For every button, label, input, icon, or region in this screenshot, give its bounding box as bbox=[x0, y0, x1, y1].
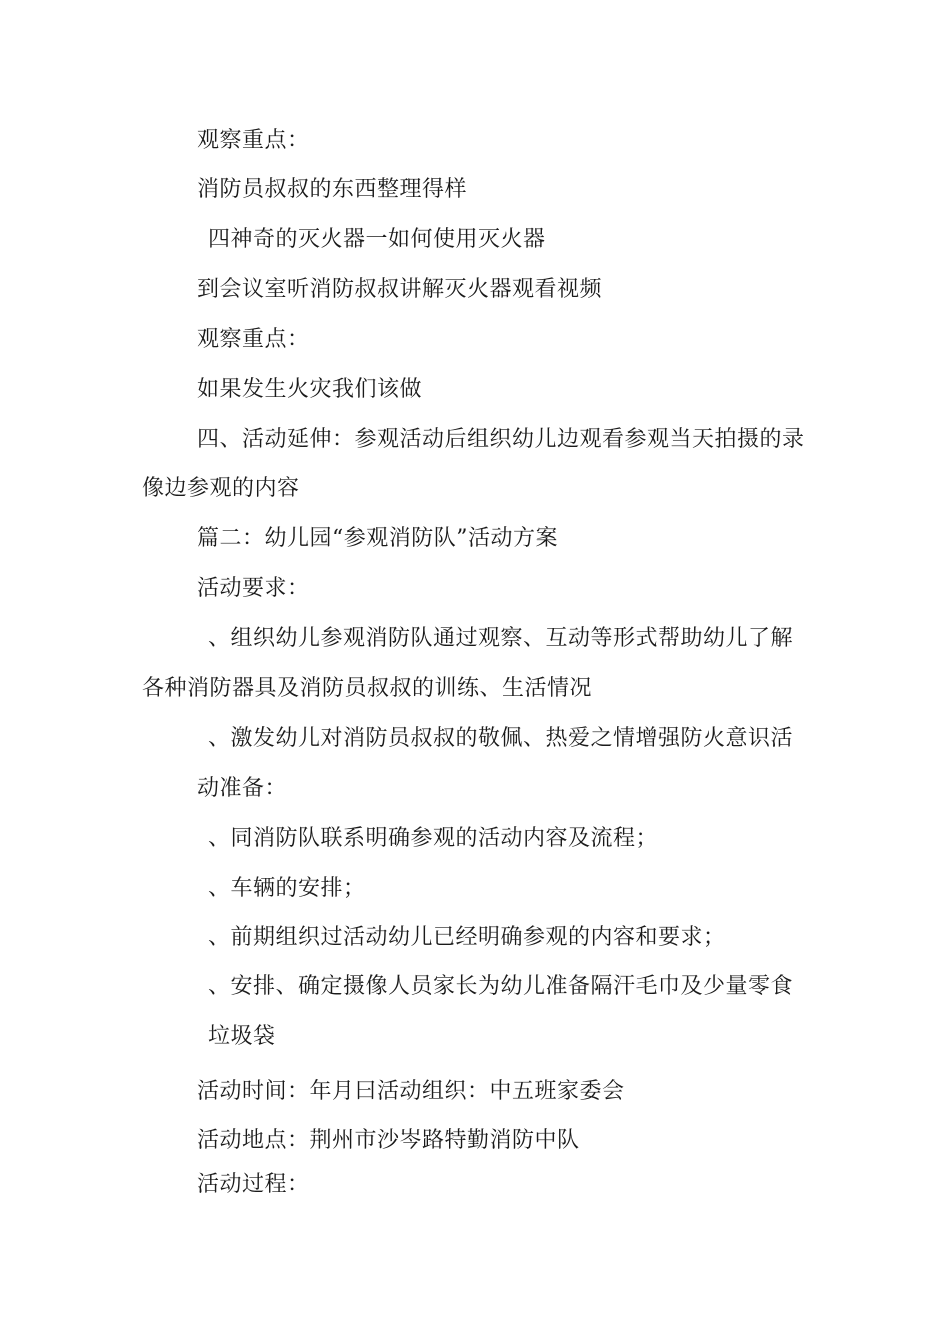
doc-line-2: 消防员叔叔的东西整理得样 bbox=[197, 177, 468, 202]
doc-line-22: 活动过程： bbox=[197, 1172, 310, 1197]
doc-line-16: 、车辆的安排； bbox=[208, 876, 366, 901]
doc-line-6: 如果发生火灾我们该做 bbox=[197, 377, 423, 402]
doc-line-19: 垃圾袋 bbox=[208, 1024, 276, 1049]
doc-line-13: 、激发幼儿对消防员叔叔的敬佩、热爱之情增强防火意识活 bbox=[208, 726, 794, 751]
doc-line-15: 、同消防队联系明确参观的活动内容及流程； bbox=[208, 826, 659, 851]
doc-line-18: 、安排、确定摄像人员家长为幼儿准备隔汗毛巾及少量零食 bbox=[208, 974, 794, 999]
doc-line-20: 活动时间：年月曰活动组织：中五班家委会 bbox=[197, 1079, 625, 1104]
doc-line-12: 各种消防器具及消防员叔叔的训练、生活情况 bbox=[142, 676, 593, 701]
doc-line-11: 、组织幼儿参观消防队通过观察、互动等形式帮助幼儿了解 bbox=[208, 626, 794, 651]
doc-line-14: 动准备： bbox=[197, 776, 288, 801]
doc-line-8: 像边参观的内容 bbox=[142, 476, 300, 501]
doc-line-21: 活动地点：荆州市沙岑路特勤消防中队 bbox=[197, 1128, 580, 1153]
doc-line-5: 观察重点： bbox=[197, 327, 310, 352]
doc-line-3: 四神奇的灭火器一如何使用灭火器 bbox=[208, 227, 546, 252]
doc-line-4: 到会议室听消防叔叔讲解灭火器观看视频 bbox=[197, 277, 603, 302]
doc-line-9: 篇二：幼儿园“参观消防队”活动方案 bbox=[197, 526, 558, 551]
doc-line-7: 四、活动延伸：参观活动后组织幼儿边观看参观当天拍摄的录 bbox=[197, 427, 805, 452]
doc-line-1: 观察重点： bbox=[197, 128, 310, 153]
doc-line-10: 活动要求： bbox=[197, 576, 310, 601]
doc-line-17: 、前期组织过活动幼儿已经明确参观的内容和要求； bbox=[208, 925, 726, 950]
